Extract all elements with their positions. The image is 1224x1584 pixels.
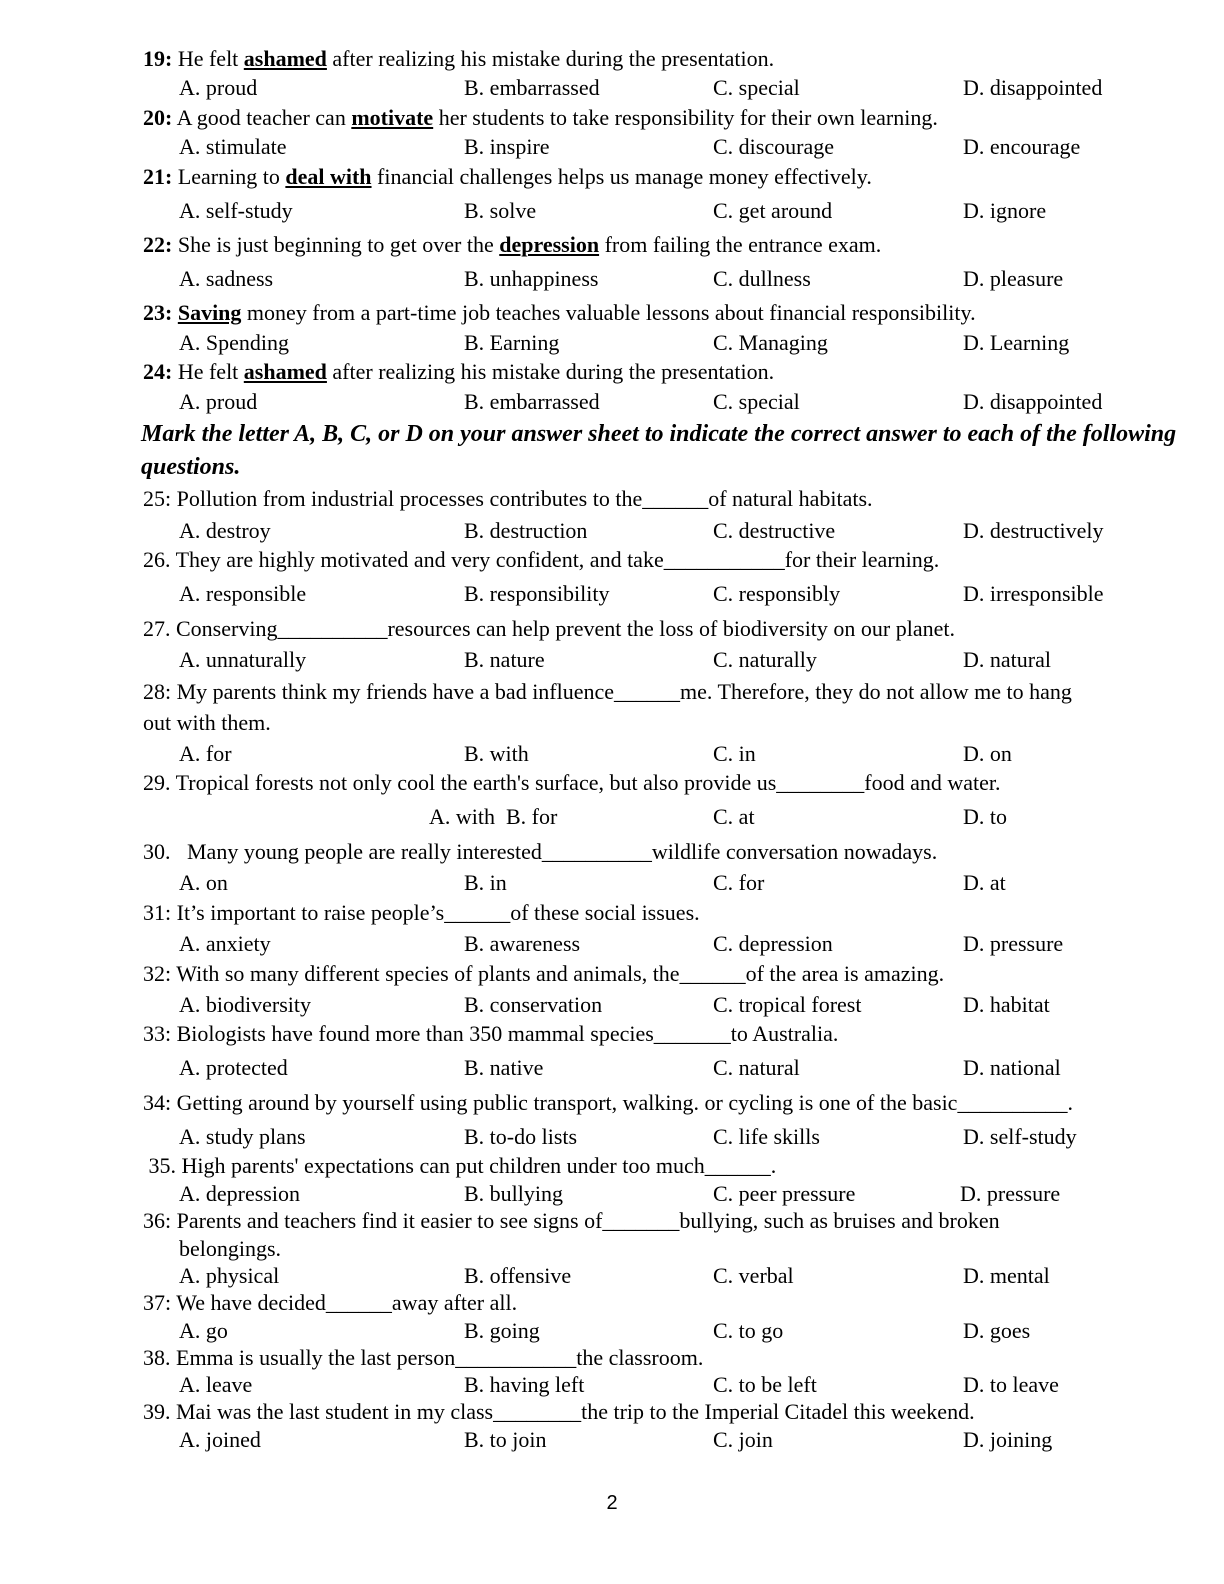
keyword: ashamed [243,46,327,71]
options-37 [0,1319,1224,1345]
keyword: ashamed [243,359,327,384]
option-c[interactable]: C. get around [713,198,833,223]
question-text: He felt [177,359,244,384]
option-d[interactable]: D. habitat [963,992,1050,1017]
option-d[interactable]: D. national [963,1055,1061,1080]
option-d[interactable]: D. pressure [963,931,1064,956]
question-text: A good teacher can [176,105,352,130]
question-19 [143,47,774,71]
keyword: Saving [177,300,242,325]
option-d[interactable]: D. to leave [963,1372,1059,1397]
question-text: after realizing his mistake during the presentation. [326,46,775,71]
question-number: 22: [143,232,173,257]
question-number: 19: [143,46,173,71]
option-a[interactable]: A. Spending [179,330,289,355]
option-a[interactable]: A. study plans [179,1124,306,1149]
option-c[interactable]: C. for [713,870,765,895]
question-23 [143,301,976,325]
option-a[interactable]: A. sadness [179,266,274,291]
question-21 [143,165,872,189]
option-d[interactable]: D. encourage [963,134,1081,159]
option-d[interactable]: D. to [963,804,1007,829]
option-c[interactable]: C. Managing [713,330,828,355]
option-b[interactable]: B. going [464,1318,540,1343]
option-b[interactable]: B. awareness [464,931,581,956]
question-text: She is just beginning to get over the [177,232,500,257]
question-22 [143,233,881,257]
option-b[interactable]: B. Earning [464,330,560,355]
question-29: 29. Tropical forests not only cool the earth's surface, but also provide us________food and water. [143,770,1001,795]
option-b[interactable]: B. nature [464,647,545,672]
keyword: deal with [285,164,372,189]
question-number: 23: [143,300,173,325]
option-c[interactable]: C. dullness [713,266,811,291]
option-c[interactable]: C. in [713,741,756,766]
section-instruction: Mark the letter A, B, C, or D on your answer sheet to indicate the correct answer to each of the following questions. [141,421,1177,480]
option-a[interactable]: A. depression [179,1181,300,1206]
option-c[interactable]: C. natural [713,1055,800,1080]
option-a[interactable]: A. physical [179,1263,280,1288]
option-a[interactable]: A. anxiety [179,931,271,956]
options-25 [0,519,1224,545]
options-19 [0,76,1224,102]
option-a[interactable]: A. proud [179,75,258,100]
option-d[interactable]: D. Learning [963,330,1070,355]
question-39: 39. Mai was the last student in my class________the trip to the Imperial Citadel this weekend. [143,1399,975,1424]
option-d[interactable]: D. self-study [963,1124,1077,1149]
option-c[interactable]: C. peer pressure [713,1181,856,1206]
question-text: from failing the entrance exam. [599,232,882,257]
option-b[interactable]: B. responsibility [464,581,610,606]
option-d[interactable]: D. disappointed [963,75,1103,100]
option-b[interactable]: B. to-do lists [464,1124,578,1149]
question-text: after realizing his mistake during the presentation. [326,359,775,384]
option-b[interactable]: B. inspire [464,134,550,159]
keyword: depression [499,232,600,257]
option-b[interactable]: B. unhappiness [464,266,599,291]
option-a[interactable]: A. stimulate [179,134,287,159]
option-d[interactable]: D. disappointed [963,389,1103,414]
question-32: 32: With so many different species of plants and animals, the______of the area is amazing. [143,961,945,986]
question-number: 21: [143,164,173,189]
options-36 [0,1264,1224,1290]
question-36-continued: belongings. [179,1236,282,1261]
option-b[interactable]: B. embarrassed [464,389,600,414]
option-a[interactable]: A. self-study [179,198,293,223]
question-number: 20: [143,105,173,130]
option-d[interactable]: D. destructively [963,518,1104,543]
option-d[interactable]: D. pleasure [963,266,1064,291]
option-d[interactable]: D. on [963,741,1012,766]
option-c[interactable]: C. join [713,1427,773,1452]
option-a[interactable]: A. destroy [179,518,271,543]
option-c[interactable]: C. to go [713,1318,784,1343]
option-d[interactable]: D. mental [963,1263,1050,1288]
question-31: 31: It’s important to raise people’s______of these social issues. [143,900,700,925]
option-c[interactable]: C. verbal [713,1263,794,1288]
option-c[interactable]: C. naturally [713,647,817,672]
option-a[interactable]: A. go [179,1318,228,1343]
options-33 [0,1056,1224,1082]
option-a[interactable]: A. joined [179,1427,261,1452]
option-c[interactable]: C. depression [713,931,833,956]
question-27: 27. Conserving__________resources can help prevent the loss of biodiversity on our planet. [143,616,956,641]
question-28: 28: My parents think my friends have a bad influence______me. Therefore, they do not allow me to hang [143,679,1072,704]
option-c[interactable]: C. special [713,75,800,100]
options-30 [0,871,1224,897]
option-b[interactable]: B. native [464,1055,544,1080]
option-a[interactable]: A. unnaturally [179,647,307,672]
option-d[interactable]: D. joining [963,1427,1053,1452]
option-c[interactable]: C. to be left [713,1372,817,1397]
options-38 [0,1373,1224,1399]
options-21 [0,199,1224,225]
options-35 [0,1182,1224,1208]
question-number: 24: [143,359,173,384]
option-c[interactable]: C. destructive [713,518,836,543]
option-a[interactable]: A. proud [179,389,258,414]
option-a[interactable]: A. leave [179,1372,253,1397]
options-31 [0,932,1224,958]
option-c[interactable]: C. discourage [713,134,834,159]
question-text: her students to take responsibility for their own learning. [433,105,938,130]
option-a[interactable]: A. protected [179,1055,288,1080]
option-c[interactable]: C. at [713,804,755,829]
question-28-continued: out with them. [143,710,271,735]
question-20 [143,106,938,130]
option-d[interactable]: D. ignore [963,198,1047,223]
page-number: 2 [606,1492,618,1514]
options-29 [0,805,1224,831]
option-c[interactable]: C. life skills [713,1124,820,1149]
question-26: 26. They are highly motivated and very confident, and take___________for their learning. [143,547,940,572]
option-d[interactable]: D. goes [963,1318,1031,1343]
question-text: financial challenges helps us manage money effectively. [371,164,872,189]
keyword: motivate [351,105,434,130]
option-c[interactable]: C. special [713,389,800,414]
options-39 [0,1428,1224,1454]
options-26 [0,582,1224,608]
option-d[interactable]: D. at [963,870,1006,895]
options-28 [0,742,1224,768]
option-d[interactable]: D. irresponsible [963,581,1104,606]
question-25: 25: Pollution from industrial processes contributes to the______of natural habitats. [143,486,873,511]
option-b[interactable]: B. bullying [464,1181,564,1206]
option-c[interactable]: C. responsibly [713,581,841,606]
question-text: He felt [177,46,244,71]
options-24 [0,390,1224,416]
option-a[interactable]: A. biodiversity [179,992,311,1017]
options-22 [0,267,1224,293]
question-38: 38. Emma is usually the last person___________the classroom. [143,1345,704,1370]
options-20 [0,135,1224,161]
question-text: Learning to [177,164,286,189]
question-34: 34: Getting around by yourself using public transport, walking. or cycling is one of the basic__________. [143,1090,1073,1115]
options-32 [0,993,1224,1019]
option-b[interactable]: B. offensive [464,1263,572,1288]
option-a[interactable]: A. for [179,741,232,766]
option-b[interactable]: B. embarrassed [464,75,600,100]
option-b[interactable]: B. conservation [464,992,603,1017]
option-c[interactable]: C. tropical forest [713,992,862,1017]
option-b[interactable]: B. having left [464,1372,585,1397]
question-24 [143,360,774,384]
option-b[interactable]: B. with [464,741,529,766]
question-33: 33: Biologists have found more than 350 mammal species_______to Australia. [143,1021,839,1046]
question-text: money from a part-time job teaches valuable lessons about financial responsibility. [241,300,976,325]
option-d[interactable]: D. pressure [960,1181,1061,1206]
question-36: 36: Parents and teachers find it easier to see signs of_______bullying, such as bruises and broken [143,1208,1000,1233]
option-b[interactable]: B. solve [464,198,537,223]
option-b[interactable]: B. in [464,870,507,895]
options-27 [0,648,1224,674]
options-23 [0,331,1224,357]
question-37: 37: We have decided______away after all. [143,1290,518,1315]
question-35: 35. High parents' expectations can put children under too much______. [143,1153,777,1178]
option-a[interactable]: A. on [179,870,228,895]
option-b[interactable]: B. to join [464,1427,547,1452]
option-b[interactable]: B. destruction [464,518,588,543]
question-30: 30. Many young people are really interested__________wildlife conversation nowadays. [143,839,938,864]
options-34 [0,1125,1224,1151]
option-a-b[interactable]: A. with B. for [429,804,558,829]
option-d[interactable]: D. natural [963,647,1051,672]
option-a[interactable]: A. responsible [179,581,307,606]
